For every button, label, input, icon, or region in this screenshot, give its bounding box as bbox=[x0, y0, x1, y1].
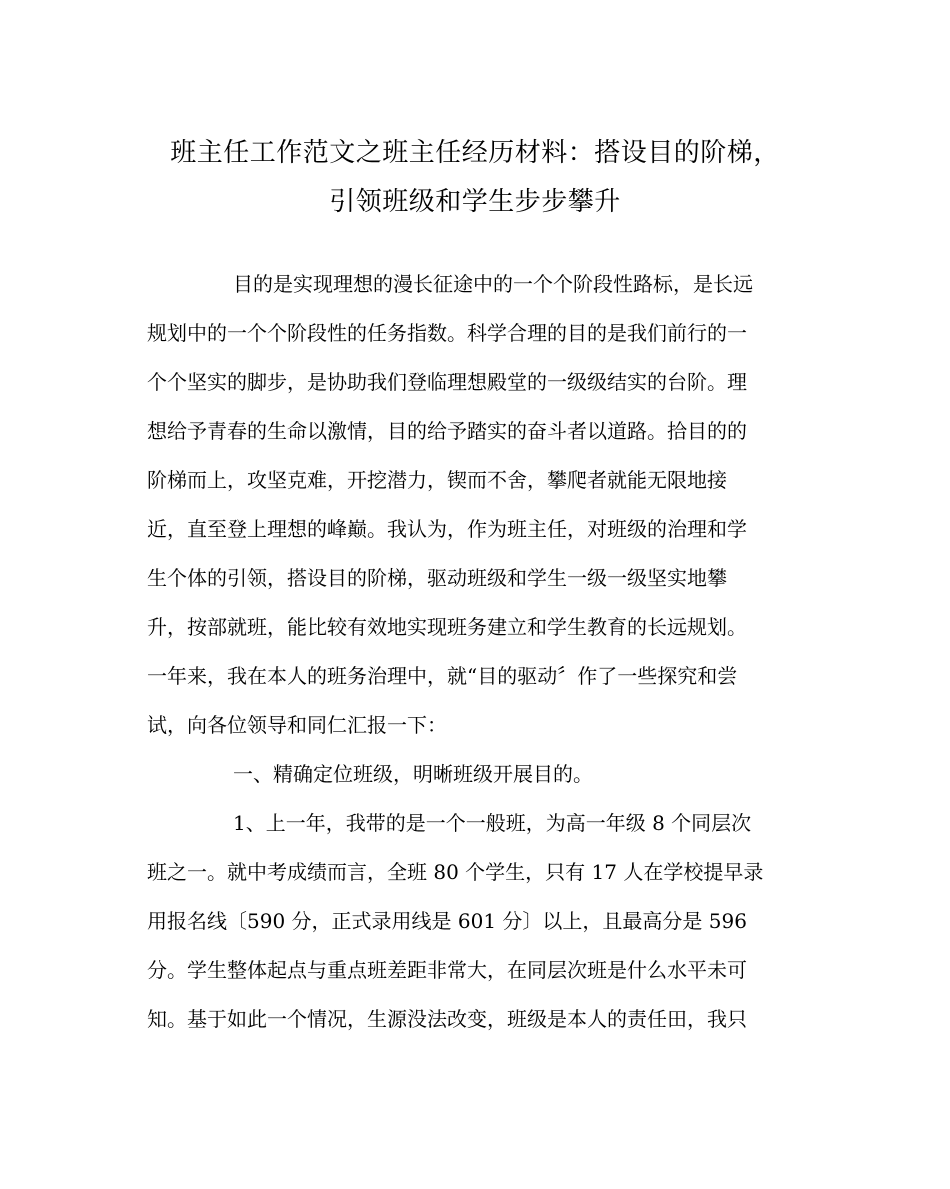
document-title-line-2: 引领班级和学生步步攀升 bbox=[329, 187, 621, 217]
paragraph-line: 用报名线〔590 分，正式录用线是 601 分〕以上，且最高分是 596 bbox=[147, 909, 747, 933]
paragraph-line: 规划中的一个个阶段性的任务指数。科学合理的目的是我们前行的一 bbox=[147, 321, 747, 345]
paragraph-line: 知。基于如此一个情况，生源没法改变，班级是本人的责任田，我只 bbox=[147, 1007, 747, 1031]
paragraph-line: 阶梯而上，攻坚克难，开挖潜力，锲而不舍，攀爬者就能无限地接 bbox=[147, 468, 727, 492]
paragraph-line: 生个体的引领，搭设目的阶梯，驱动班级和学生一级一级坚实地攀 bbox=[147, 566, 727, 590]
paragraph-line: 分。学生整体起点与重点班差距非常大，在同层次班是什么水平未可 bbox=[147, 958, 747, 982]
paragraph-line: 个个坚实的脚步，是协助我们登临理想殿堂的一级级结实的台阶。理 bbox=[147, 370, 747, 394]
paragraph-line: 1、上一年，我带的是一个一般班，为高一年级 8 个同层次 bbox=[233, 811, 752, 835]
document-title-line-1: 班主任工作范文之班主任经历材料：搭设目的阶梯， bbox=[170, 138, 780, 168]
paragraph-line: 目的是实现理想的漫长征途中的一个个阶段性路标，是长远 bbox=[233, 272, 753, 296]
paragraph-line: 试，向各位领导和同仁汇报一下： bbox=[147, 713, 447, 737]
paragraph-line: 班之一。就中考成绩而言，全班 80 个学生，只有 17 人在学校提早录 bbox=[147, 860, 764, 884]
paragraph-line: 近，直至登上理想的峰巅。我认为，作为班主任，对班级的治理和学 bbox=[147, 517, 747, 541]
paragraph-line: 升，按部就班，能比较有效地实现班务建立和学生教育的长远规划。 bbox=[147, 615, 747, 639]
section-heading: 一、精确定位班级，明晰班级开展目的。 bbox=[233, 762, 593, 786]
paragraph-line: 想给予青春的生命以激情，目的给予踏实的奋斗者以道路。拾目的的 bbox=[147, 419, 747, 443]
paragraph-line: 一年来，我在本人的班务治理中，就“目的驱动〞作了一些探究和尝 bbox=[147, 664, 738, 688]
